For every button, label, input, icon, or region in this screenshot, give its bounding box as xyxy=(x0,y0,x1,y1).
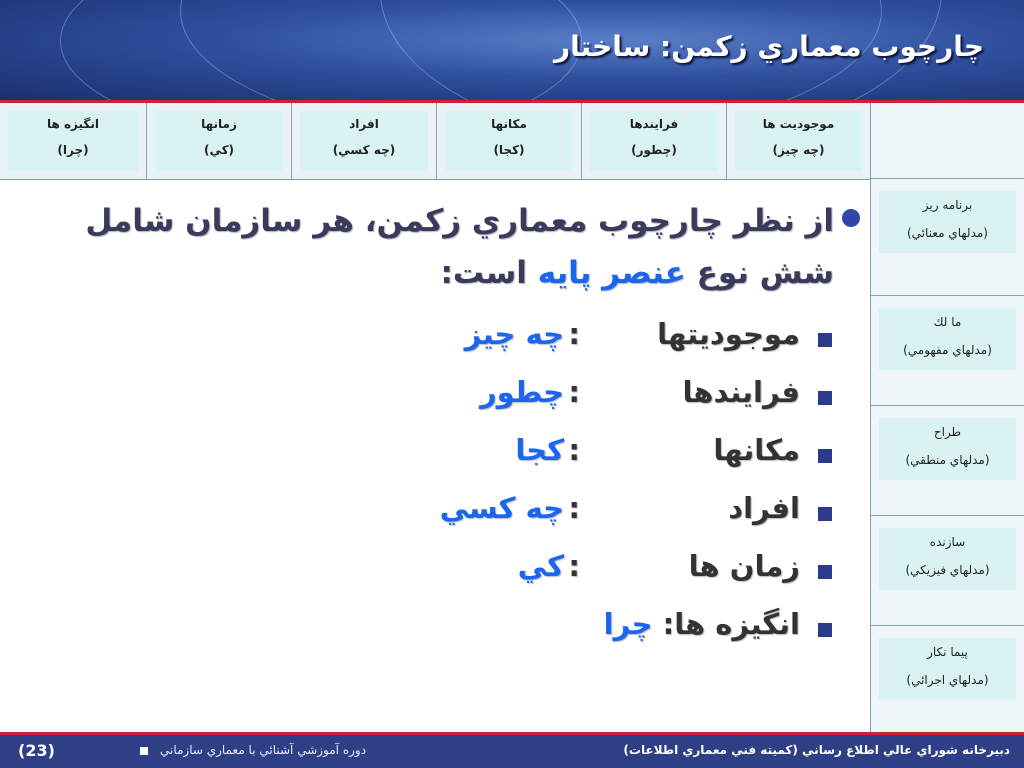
column-question: (چرا) xyxy=(57,143,89,157)
row-label: برنامه ريز xyxy=(922,198,973,212)
column-header-row xyxy=(0,103,870,180)
column-cell-motivation xyxy=(0,103,146,179)
column-question: (چه چيز) xyxy=(772,143,825,157)
row-sub: (مدلهاي فيزيكي) xyxy=(905,563,990,577)
column-cell-time xyxy=(146,103,291,179)
bullet-dot-icon xyxy=(842,209,860,227)
column-label: زمانها xyxy=(201,117,237,131)
column-cell-function xyxy=(581,103,726,179)
row-label: طراح xyxy=(933,425,962,439)
highlight-text: عنصر پايه xyxy=(537,255,686,291)
item-label: فرايندها xyxy=(682,375,800,409)
row-sub: (مدلهاي مفهومي) xyxy=(903,343,992,357)
item-value: چه كسي xyxy=(439,491,564,525)
item-label: زمان ها xyxy=(688,549,800,583)
column-cell-people xyxy=(291,103,436,179)
row-label: پيما نكار xyxy=(927,645,968,659)
column-cell-data xyxy=(726,103,870,179)
row-sub: (مدلهاي معنائي) xyxy=(907,226,988,240)
item-colon: : xyxy=(568,433,580,467)
row-label: ما لك xyxy=(933,315,962,329)
footer-square-icon xyxy=(140,747,148,755)
column-label: فرايندها xyxy=(629,117,679,131)
row-header-column xyxy=(870,179,1024,732)
row-cell-planner xyxy=(871,179,1024,296)
square-bullet-icon xyxy=(818,449,832,463)
row-cell-builder xyxy=(871,516,1024,626)
item-value: چرا xyxy=(603,607,653,641)
list-item-processes xyxy=(40,375,800,425)
item-colon: : xyxy=(662,607,675,641)
item-colon: : xyxy=(568,317,580,351)
footer-bar xyxy=(0,735,1024,768)
square-bullet-icon xyxy=(818,565,832,579)
column-label: موجوديت ها xyxy=(762,117,835,131)
footer-organization: دبيرخانه شوراي عالي اطلاع رساني (كميته فني معماري اطلاعات) xyxy=(623,743,1010,757)
item-label: موجوديتها xyxy=(657,317,800,351)
row-cell-owner xyxy=(871,296,1024,406)
item-label: افراد xyxy=(728,491,800,525)
footer-course: دوره آموزشي آشنائي با معماري سازماني xyxy=(160,743,367,757)
column-label: افراد xyxy=(349,117,379,131)
item-label: انگيزه ها xyxy=(674,607,800,641)
column-question: (چطور) xyxy=(631,143,677,157)
intro-line-2 xyxy=(54,247,834,299)
list-item-entities xyxy=(40,317,800,367)
corner-cell xyxy=(870,103,1024,179)
row-cell-designer xyxy=(871,406,1024,516)
item-inline xyxy=(604,607,800,641)
list-item-people xyxy=(40,491,800,541)
list-item-locations xyxy=(40,433,800,483)
item-colon: : xyxy=(568,375,580,409)
square-bullet-icon xyxy=(818,507,832,521)
column-question: (كي) xyxy=(203,143,235,157)
page-number: (23) xyxy=(18,741,55,760)
item-value: چه چيز xyxy=(464,317,564,351)
column-label: مكانها xyxy=(491,117,527,131)
row-sub: (مدلهاي منطقي) xyxy=(905,453,990,467)
item-value: كجا xyxy=(515,433,564,467)
square-bullet-icon xyxy=(818,391,832,405)
intro-text: شش نوع xyxy=(685,255,834,291)
item-value: چطور xyxy=(479,375,564,409)
column-question: (كجا) xyxy=(493,143,525,157)
slide-title: چارچوب معماري زكمن: ساختار xyxy=(554,30,984,63)
row-sub: (مدلهاي اجرائي) xyxy=(906,673,989,687)
intro-bullet xyxy=(54,195,834,299)
intro-text: است: xyxy=(440,255,538,291)
column-cell-network xyxy=(436,103,581,179)
column-label: انگيزه ها xyxy=(46,117,100,131)
row-cell-subcontractor xyxy=(871,626,1024,732)
item-label: مكانها xyxy=(713,433,800,467)
square-bullet-icon xyxy=(818,333,832,347)
item-value: كي xyxy=(517,549,564,583)
header-banner xyxy=(0,0,1024,100)
column-question: (چه كسي) xyxy=(332,143,396,157)
list-item-motivation xyxy=(40,607,800,657)
square-bullet-icon xyxy=(818,623,832,637)
row-label: سازنده xyxy=(929,535,966,549)
item-colon: : xyxy=(568,491,580,525)
intro-line-1: از نظر چارچوب معماري زكمن، هر سازمان شامل xyxy=(85,203,834,239)
item-colon: : xyxy=(568,549,580,583)
list-item-time xyxy=(40,549,800,599)
